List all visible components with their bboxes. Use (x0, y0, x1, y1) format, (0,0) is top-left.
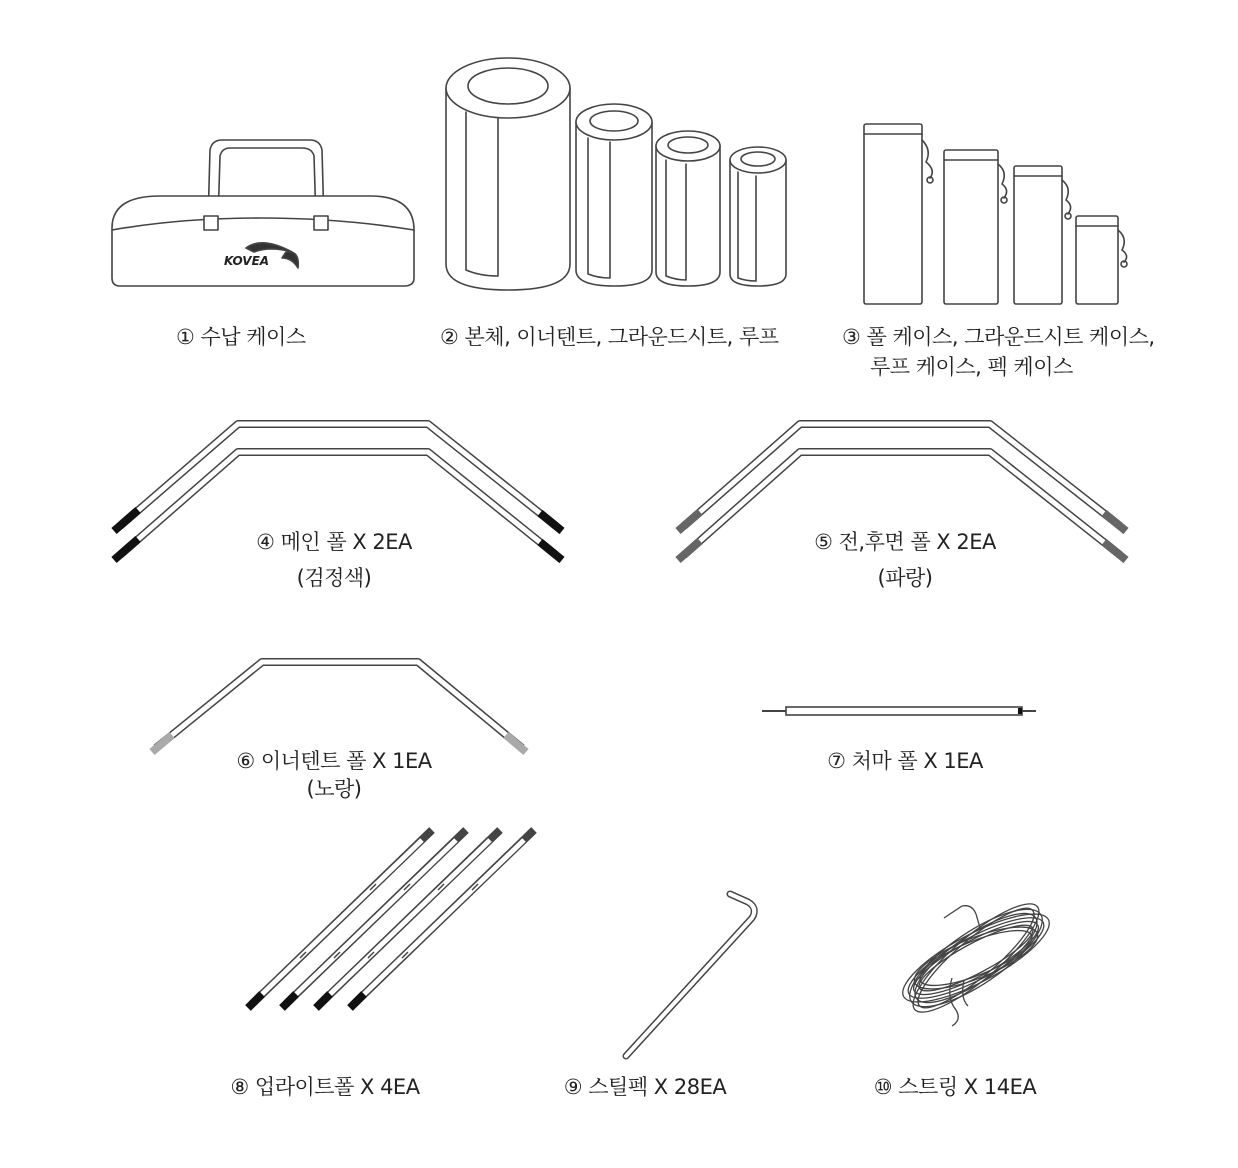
string-coil-illustration (892, 890, 1059, 1027)
item-6-label: ⑥ 이너텐트 폴 X 1EA (236, 749, 432, 773)
cases-illustration (864, 124, 1127, 304)
item-7-label: ⑦ 처마 폴 X 1EA (827, 749, 983, 773)
item-8-label: ⑧ 업라이트폴 X 4EA (230, 1075, 420, 1099)
bag-logo: KOVEA (224, 254, 270, 268)
item-4-label-line2: (검정색) (296, 566, 372, 590)
item-2-label: ② 본체, 이너텐트, 그라운드시트, 루프 (440, 325, 779, 349)
rolled-bundles-illustration (446, 58, 786, 290)
item-5-label-line2: (파랑) (877, 566, 933, 590)
item-6-label-line2: (노랑) (306, 777, 362, 801)
item-1-label: ① 수납 케이스 (176, 325, 306, 349)
inner-tent-pole-illustration (152, 662, 526, 752)
item-5-label: ⑤ 전,후면 폴 X 2EA (814, 530, 996, 554)
eave-pole-illustration (762, 707, 1036, 715)
item-9-label: ⑨ 스틸펙 X 28EA (563, 1075, 727, 1099)
steel-peg-illustration (626, 894, 754, 1056)
upright-poles-illustration (248, 830, 534, 1008)
item-3-label: ③ 폴 케이스, 그라운드시트 케이스, (842, 325, 1155, 349)
item-3-label-line2: 루프 케이스, 펙 케이스 (870, 355, 1073, 379)
item-10-label: ⑩ 스트링 X 14EA (873, 1075, 1037, 1099)
item-4-label: ④ 메인 폴 X 2EA (256, 530, 412, 554)
